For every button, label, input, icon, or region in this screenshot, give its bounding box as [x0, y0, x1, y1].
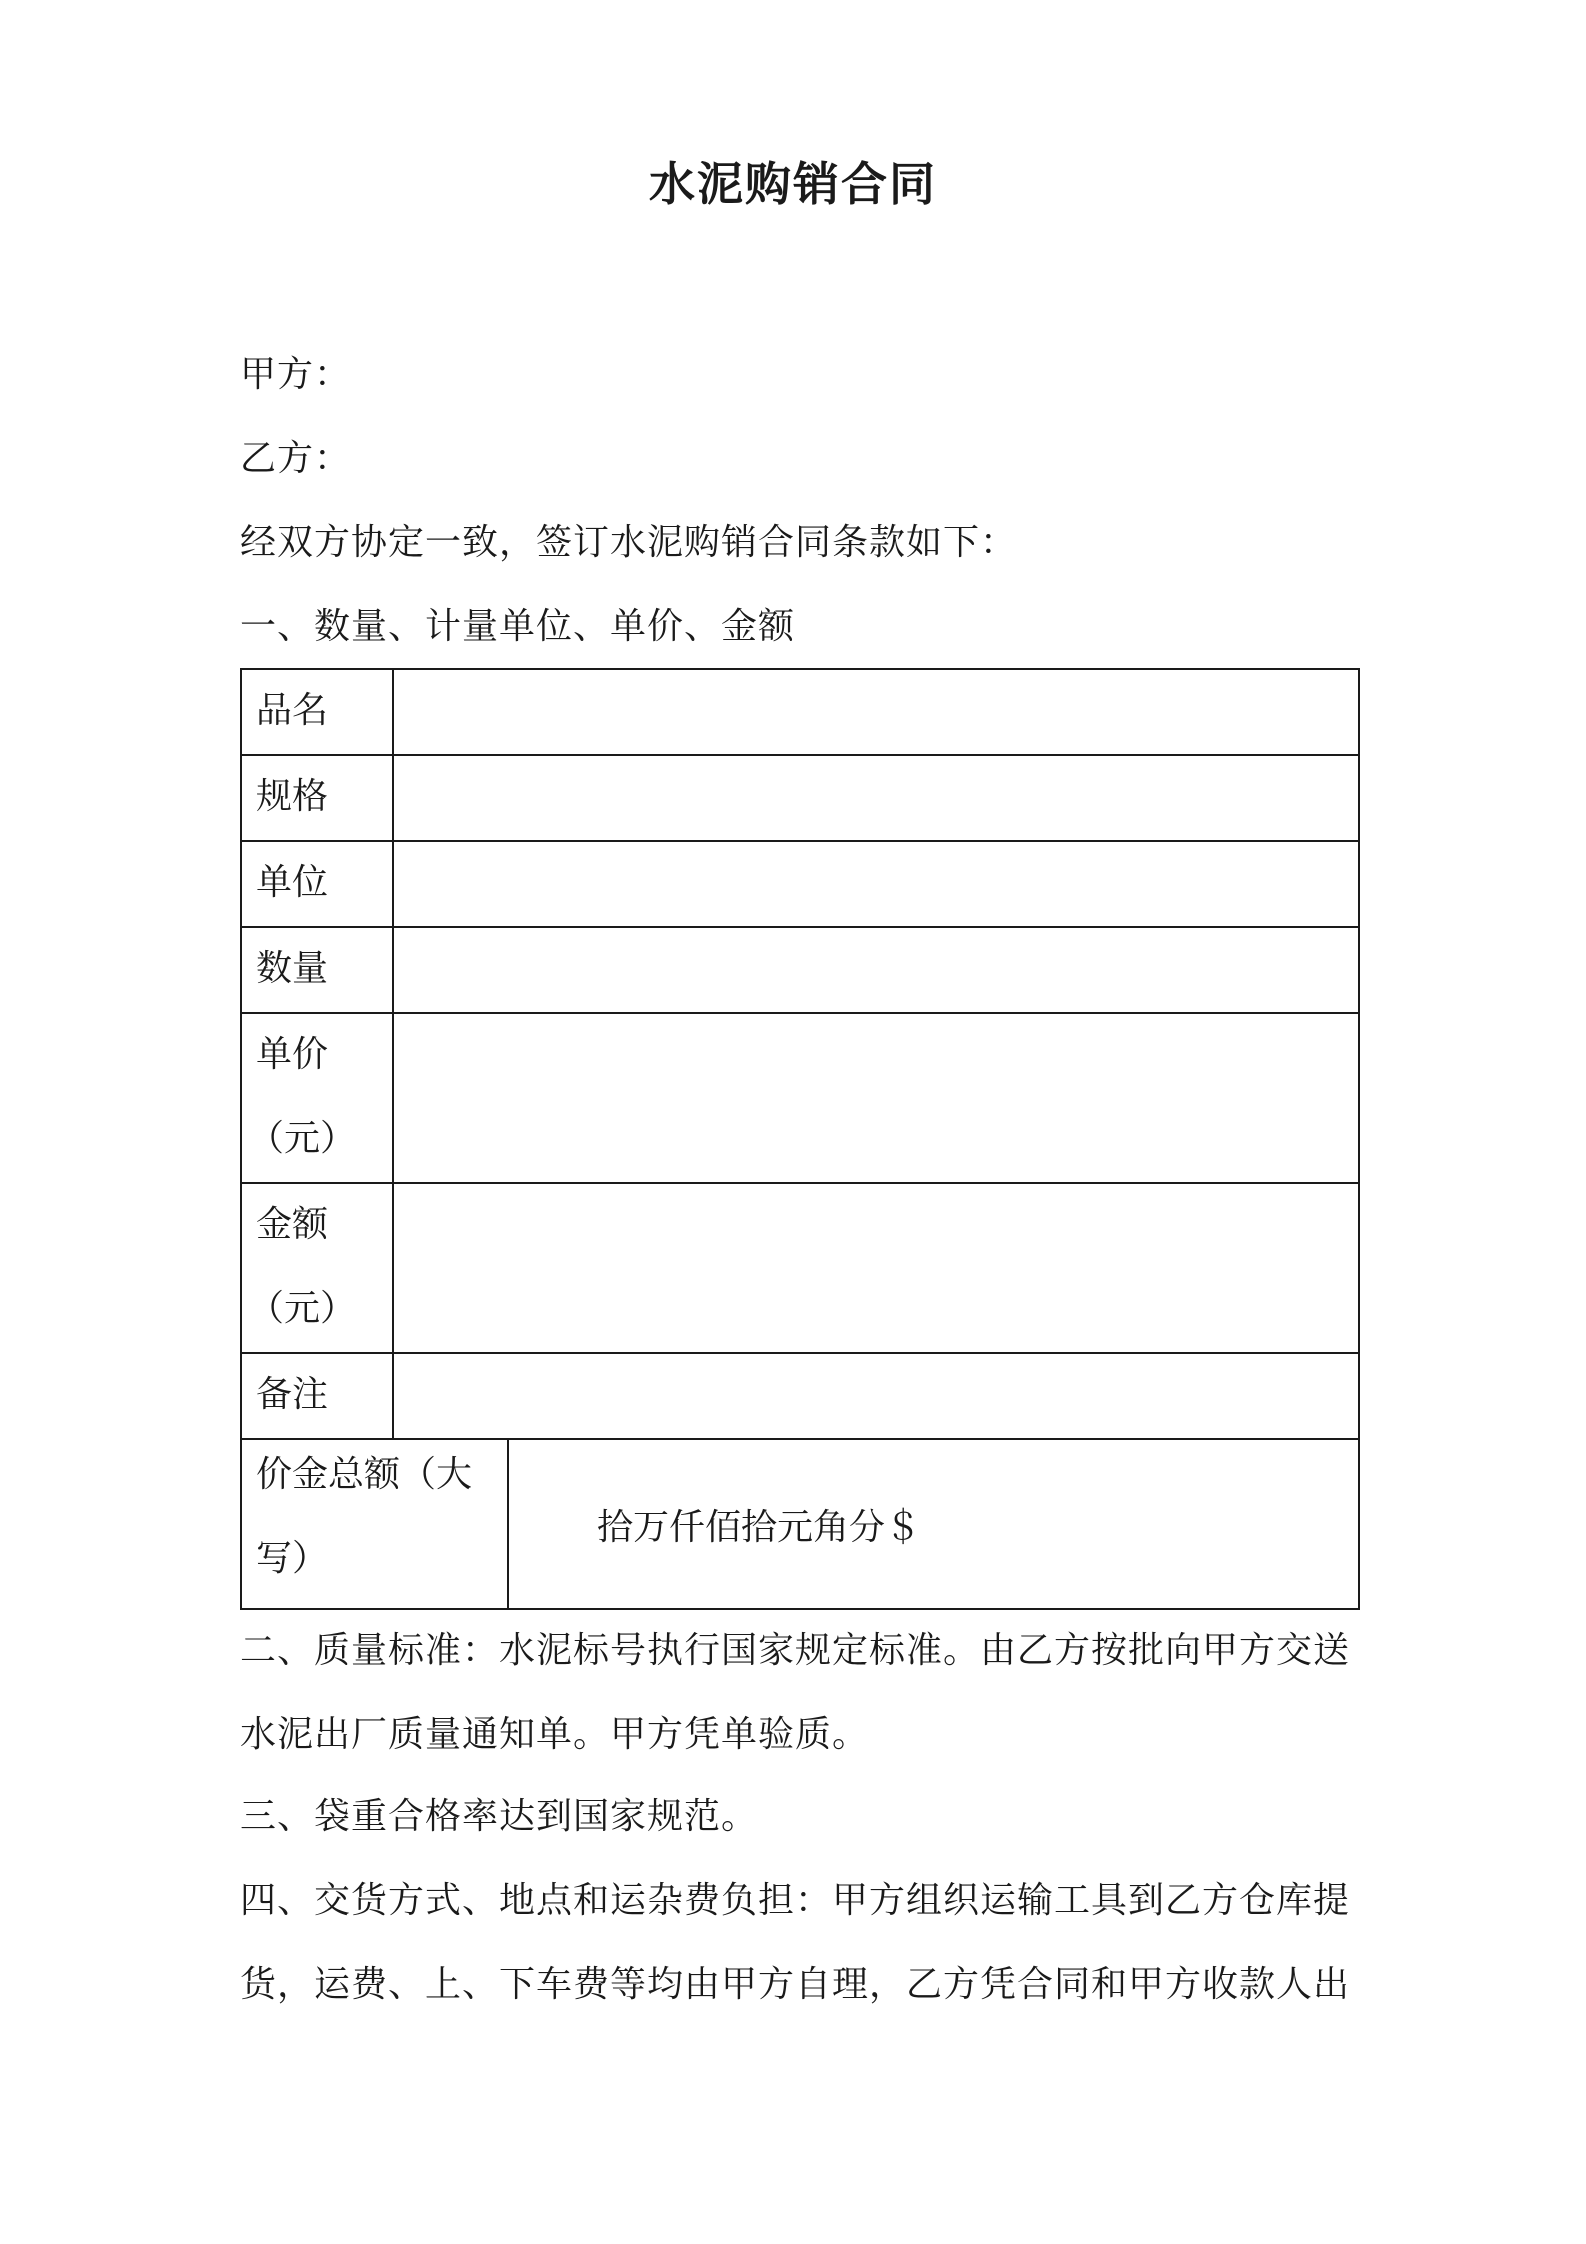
unit-value [393, 841, 1359, 927]
quantity-label: 数量 [241, 927, 393, 1013]
specification-label: 规格 [241, 755, 393, 841]
table-row [241, 1013, 1359, 1183]
intro-paragraph: 经双方协定一致，签订水泥购销合同条款如下： [240, 522, 1018, 563]
total-amount-label-line2: 写） [256, 1538, 329, 1579]
product-name-label: 品名 [241, 669, 393, 755]
amount-label [241, 1183, 393, 1353]
total-amount-value: 拾万仟佰拾元角分＄ [508, 1439, 1359, 1609]
section-4-line-1: 四、交货方式、地点和运杂费负担：甲方组织运输工具到乙方仓库提 [240, 1880, 1351, 1921]
unit-price-label-line2: （元） [248, 1118, 357, 1159]
table-row [241, 1353, 1359, 1439]
section-1-heading: 一、数量、计量单位、单价、金额 [240, 606, 796, 647]
page-title: 水泥购销合同 [649, 157, 937, 211]
party-b-label: 乙方： [240, 438, 352, 479]
total-amount-label-line1: 价金总额（大 [256, 1454, 473, 1495]
unit-label: 单位 [241, 841, 393, 927]
table-row [241, 841, 1359, 927]
product-name-value [393, 669, 1359, 755]
unit-price-value [393, 1013, 1359, 1183]
remarks-value [393, 1353, 1359, 1439]
table-row [241, 755, 1359, 841]
remarks-label: 备注 [241, 1353, 393, 1439]
section-4-line-2: 货，运费、上、下车费等均由甲方自理，乙方凭合同和甲方收款人出 [240, 1964, 1351, 2005]
table-row [241, 669, 1359, 755]
table-row [241, 1183, 1359, 1353]
section-2-line-1: 二、质量标准：水泥标号执行国家规定标准。由乙方按批向甲方交送 [240, 1630, 1351, 1671]
amount-value [393, 1183, 1359, 1353]
unit-price-label-line1: 单价 [256, 1034, 329, 1075]
table-row [241, 1439, 1359, 1609]
party-a-label: 甲方： [240, 354, 352, 395]
amount-label-line1: 金额 [256, 1204, 329, 1245]
product-spec-table [240, 668, 1360, 1610]
unit-price-label [241, 1013, 393, 1183]
section-3-paragraph: 三、袋重合格率达到国家规范。 [240, 1796, 759, 1837]
specification-value [393, 755, 1359, 841]
amount-label-line2: （元） [248, 1288, 357, 1329]
section-2-line-2: 水泥出厂质量通知单。甲方凭单验质。 [240, 1714, 870, 1755]
total-amount-label [241, 1439, 508, 1609]
table-row [241, 927, 1359, 1013]
quantity-value [393, 927, 1359, 1013]
